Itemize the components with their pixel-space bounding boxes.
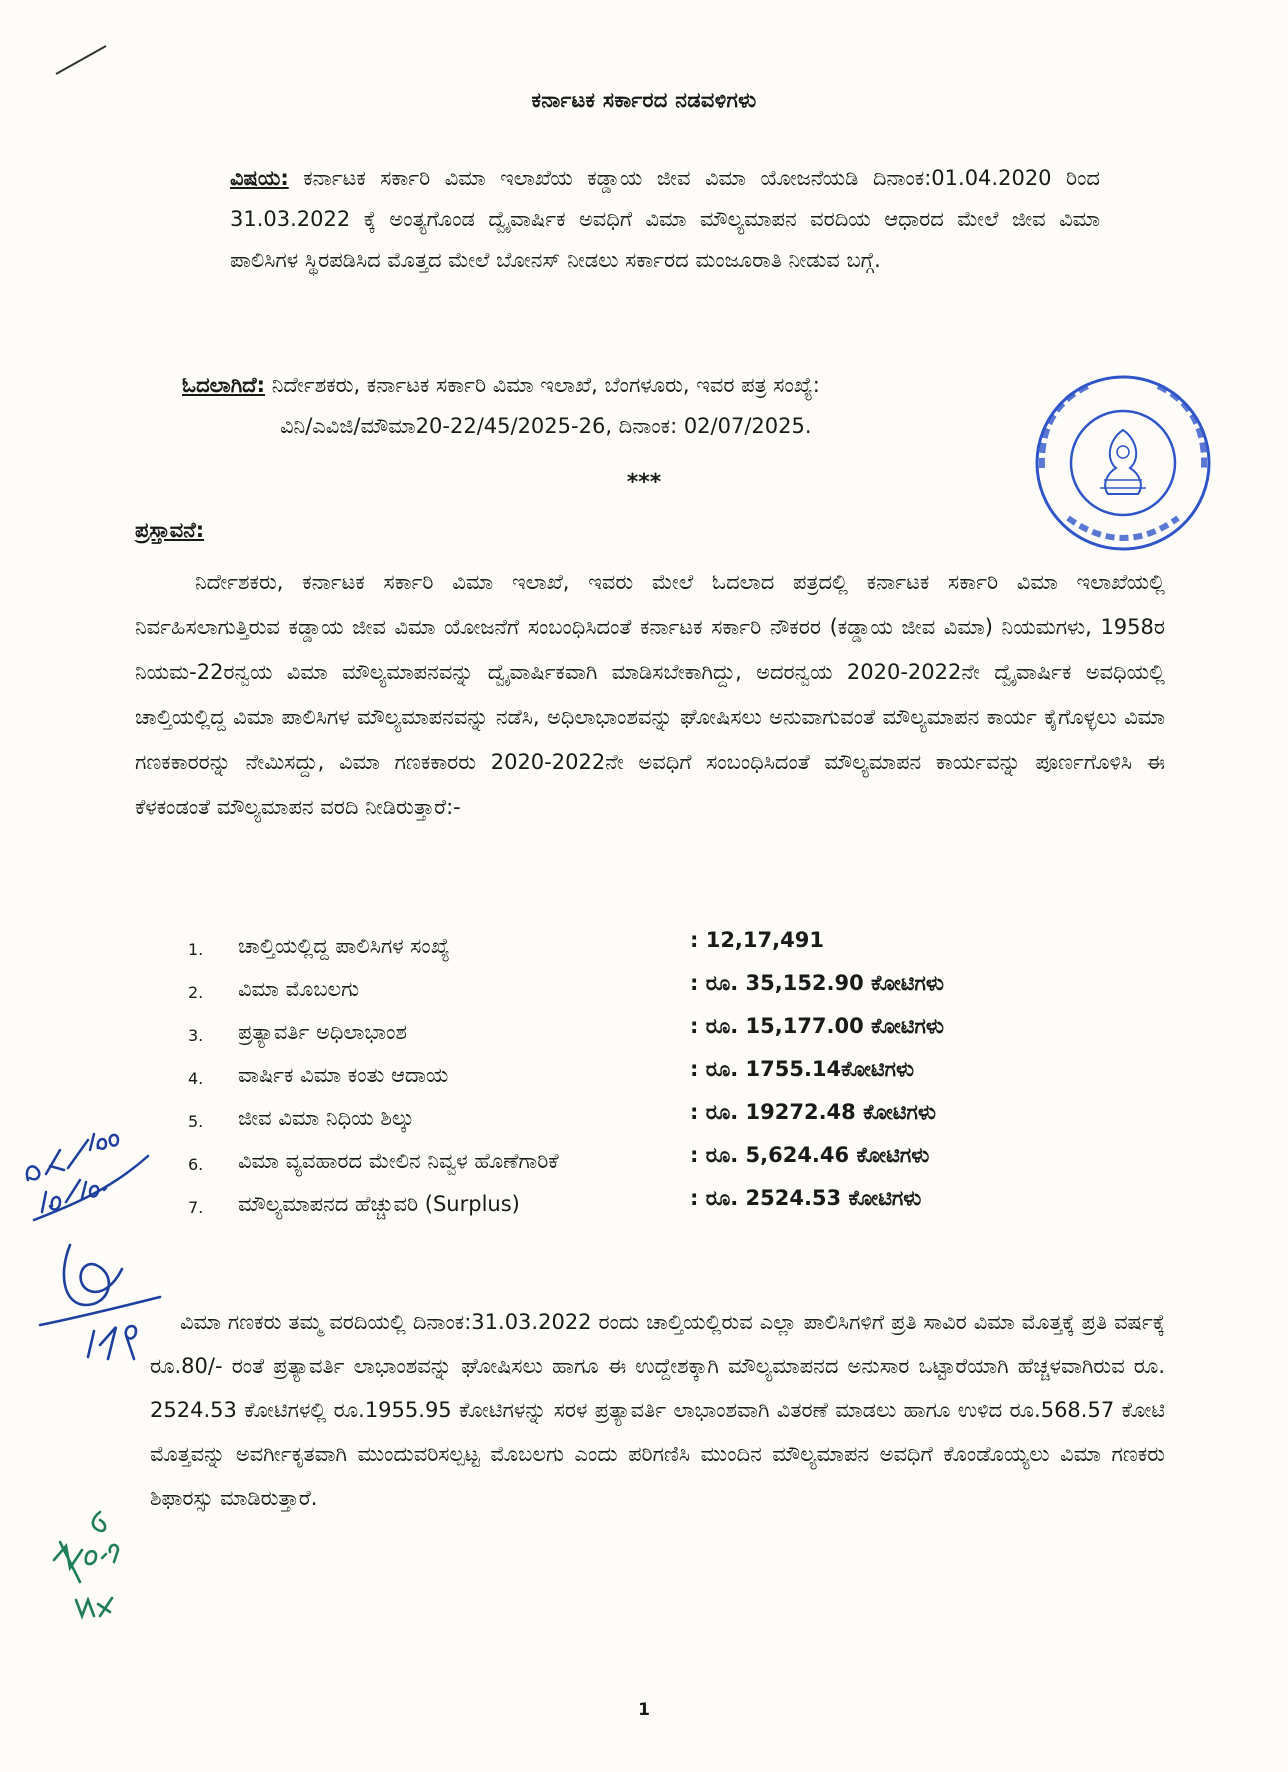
preamble-heading: ಪ್ರಸ್ತಾವನೆ:	[135, 518, 205, 542]
stat-number: 3.	[188, 1026, 204, 1045]
stat-value: : ರೂ. 5,624.46 ಕೋಟಿಗಳು	[690, 1143, 930, 1167]
stat-value: : ರೂ. 35,152.90 ಕೋಟಿಗಳು	[690, 971, 944, 995]
subject-block	[230, 158, 1100, 281]
stat-number: 1.	[188, 940, 204, 959]
stat-value: : ರೂ. 15,177.00 ಕೋಟಿಗಳು	[690, 1014, 944, 1038]
stat-row	[180, 1057, 1080, 1100]
stat-number: 7.	[188, 1198, 204, 1217]
reference-block	[182, 365, 1062, 447]
handwritten-inward-number	[20, 1120, 160, 1230]
stat-value: : 12,17,491	[690, 928, 824, 952]
official-seal-stamp	[1028, 368, 1218, 558]
page-title: ಕರ್ನಾಟಕ ಸರ್ಕಾರದ ನಡವಳಿಗಳು	[531, 88, 757, 112]
stat-value: : ರೂ. 2524.53 ಕೋಟಿಗಳು	[690, 1186, 922, 1210]
stat-row	[180, 1014, 1080, 1057]
stat-value: : ರೂ. 1755.14ಕೋಟಿಗಳು	[690, 1057, 915, 1081]
paragraph-1: ನಿರ್ದೇಶಕರು, ಕರ್ನಾಟಕ ಸರ್ಕಾರಿ ವಿಮಾ ಇಲಾಖೆ, ಇವರು ಮೇಲೆ ಓದಲಾದ ಪತ್ರದಲ್ಲಿ ಕರ್ನಾಟಕ ಸರ್ಕಾರಿ ವಿಮಾ ಇಲಾಖೆಯಲ್ಲಿ ನಿರ್ವಹಿಸಲಾಗುತ್ತಿರುವ ಕಡ್ಡಾಯ ಜೀವ ವಿಮಾ ಯೋಜನೆಗೆ ಸಂಬಂಧಿಸಿದಂತೆ ಕರ್ನಾಟಕ ಸರ್ಕಾರಿ ನೌಕರರ (ಕಡ್ಡಾಯ ಜೀವ ವಿಮಾ) ನಿಯಮಗಳು, 1958ರ ನಿಯಮ-22ರನ್ವಯ ವಿಮಾ ಮೌಲ್ಯಮಾಪನವನ್ನು ದ್ವೈವಾರ್ಷಿಕವಾಗಿ ಮಾಡಿಸಬೇಕಾಗಿದ್ದು, ಅದರನ್ವಯ 2020-2022ನೇ ದ್ವೈವಾರ್ಷಿಕ ಅವಧಿಯಲ್ಲಿ ಚಾಲ್ತಿಯಲ್ಲಿದ್ದ ವಿಮಾ ಪಾಲಿಸಿಗಳ ಮೌಲ್ಯಮಾಪನವನ್ನು ನಡೆಸಿ, ಅಧಿಲಾಭಾಂಶವನ್ನು ಘೋಷಿಸಲು ಅನುವಾಗುವಂತೆ ಮೌಲ್ಯಮಾಪನ ಕಾರ್ಯ ಕೈಗೊಳ್ಳಲು ವಿಮಾ ಗಣಕಕಾರರನ್ನು ನೇಮಿಸದ್ದು, ವಿಮಾ ಗಣಕಕಾರರು 2020-2022ನೇ ಅವಧಿಗೆ ಸಂಬಂಧಿಸಿದಂತೆ ಮೌಲ್ಯಮಾಪನ ಕಾರ್ಯವನ್ನು ಪೂರ್ಣಗೊಳಿಸಿ ಈ ಕೆಳಕಂಡಂತೆ ಮೌಲ್ಯಮಾಪನ ವರದಿ ನೀಡಿರುತ್ತಾರೆ:-	[135, 570, 1165, 819]
separator: ***	[626, 470, 662, 495]
stat-label: ಜೀವ ವಿಮಾ ನಿಧಿಯ ಶಿಲ್ಕು	[238, 1106, 415, 1130]
handwritten-signature-date	[30, 1235, 170, 1365]
stat-label: ಚಾಲ್ತಿಯಲ್ಲಿದ್ದ ಪಾಲಿಸಿಗಳ ಸಂಖ್ಯೆ	[238, 934, 450, 958]
handwritten-initials-green	[40, 1500, 140, 1630]
reference-label: ಓದಲಾಗಿದೆ:	[182, 373, 265, 397]
stat-row	[180, 1186, 1080, 1229]
paragraph-2: ವಿಮಾ ಗಣಕರು ತಮ್ಮ ವರದಿಯಲ್ಲಿ ದಿನಾಂಕ:31.03.2022 ರಂದು ಚಾಲ್ತಿಯಲ್ಲಿರುವ ಎಲ್ಲಾ ಪಾಲಿಸಿಗಳಿಗೆ ಪ್ರತಿ ಸಾವಿರ ವಿಮಾ ಮೊತ್ತಕ್ಕೆ ಪ್ರತಿ ವರ್ಷಕ್ಕೆ ರೂ.80/- ರಂತೆ ಪ್ರತ್ಯಾವರ್ತಿ ಲಾಭಾಂಶವನ್ನು ಘೋಷಿಸಲು ಹಾಗೂ ಈ ಉದ್ದೇಶಕ್ಕಾಗಿ ಮೌಲ್ಯಮಾಪನದ ಅನುಸಾರ ಒಟ್ಟಾರೆಯಾಗಿ ಹೆಚ್ಚಳವಾಗಿರುವ ರೂ. 2524.53 ಕೋಟಿಗಳಲ್ಲಿ ರೂ.1955.95 ಕೋಟಿಗಳನ್ನು ಸರಳ ಪ್ರತ್ಯಾವರ್ತಿ ಲಾಭಾಂಶವಾಗಿ ವಿತರಣೆ ಮಾಡಲು ಹಾಗೂ ಉಳಿದ ರೂ.568.57 ಕೋಟಿ ಮೊತ್ತವನ್ನು ಅವರ್ಗೀಕೃತವಾಗಿ ಮುಂದುವರಿಸಲ್ಪಟ್ಟ ಮೊಬಲಗು ಎಂದು ಪರಿಗಣಿಸಿ ಮುಂದಿನ ಮೌಲ್ಯಮಾಪನ ಅವಧಿಗೆ ಕೊಂಡೊಯ್ಯಲು ವಿಮಾ ಗಣಕರು ಶಿಫಾರಸ್ಸು ಮಾಡಿರುತ್ತಾರೆ.	[150, 1310, 1165, 1510]
stat-row	[180, 1100, 1080, 1143]
stat-label: ವಿಮಾ ವ್ಯವಹಾರದ ಮೇಲಿನ ನಿವ್ವಳ ಹೊಣೆಗಾರಿಕೆ	[238, 1149, 559, 1173]
stat-value: : ರೂ. 19272.48 ಕೋಟಿಗಳು	[690, 1100, 936, 1124]
subject-text: ಕರ್ನಾಟಕ ಸರ್ಕಾರಿ ವಿಮಾ ಇಲಾಖೆಯ ಕಡ್ಡಾಯ ಜೀವ ವಿಮಾ ಯೋಜನೆಯಡಿ ದಿನಾಂಕ:01.04.2020 ರಿಂದ 31.03.2022 ಕ್ಕೆ ಅಂತ್ಯಗೊಂಡ ದ್ವೈವಾರ್ಷಿಕ ಅವಧಿಗೆ ವಿಮಾ ಮೌಲ್ಯಮಾಪನ ವರದಿಯ ಆಧಾರದ ಮೇಲೆ ಜೀವ ವಿಮಾ ಪಾಲಿಸಿಗಳ ಸ್ಥಿರಪಡಿಸಿದ ಮೊತ್ತದ ಮೇಲೆ ಬೋನಸ್ ನೀಡಲು ಸರ್ಕಾರದ ಮಂಜೂರಾತಿ ನೀಡುವ ಬಗ್ಗೆ.	[230, 166, 1100, 272]
reference-line2: ವಿನಿ/ಎವಿಜಿ/ಮೌಮಾ20-22/45/2025-26, ದಿನಾಂಕ: 02/07/2025.	[280, 414, 812, 438]
stat-row	[180, 971, 1080, 1014]
stat-row	[180, 928, 1080, 971]
subject-label: ವಿಷಯ:	[230, 166, 289, 190]
stat-number: 2.	[188, 983, 204, 1002]
stat-row	[180, 1143, 1080, 1186]
stat-number: 5.	[188, 1112, 204, 1131]
stat-number: 4.	[188, 1069, 204, 1088]
page-number: 1	[638, 1700, 650, 1720]
stat-label: ವಿಮಾ ಮೊಬಲಗು	[238, 977, 360, 1001]
pen-mark	[52, 40, 112, 80]
reference-line1: ನಿರ್ದೇಶಕರು, ಕರ್ನಾಟಕ ಸರ್ಕಾರಿ ವಿಮಾ ಇಲಾಖೆ, ಬೆಂಗಳೂರು, ಇವರ ಪತ್ರ ಸಂಖ್ಯೆ:	[271, 373, 820, 397]
stat-label: ವಾರ್ಷಿಕ ವಿಮಾ ಕಂತು ಆದಾಯ	[238, 1063, 449, 1087]
stat-label: ಮೌಲ್ಯಮಾಪನದ ಹೆಚ್ಚುವರಿ (Surplus)	[238, 1192, 520, 1216]
valuation-stats-list	[180, 928, 1080, 1229]
stat-number: 6.	[188, 1155, 204, 1174]
stat-label: ಪ್ರತ್ಯಾವರ್ತಿ ಅಧಿಲಾಭಾಂಶ	[238, 1020, 407, 1044]
